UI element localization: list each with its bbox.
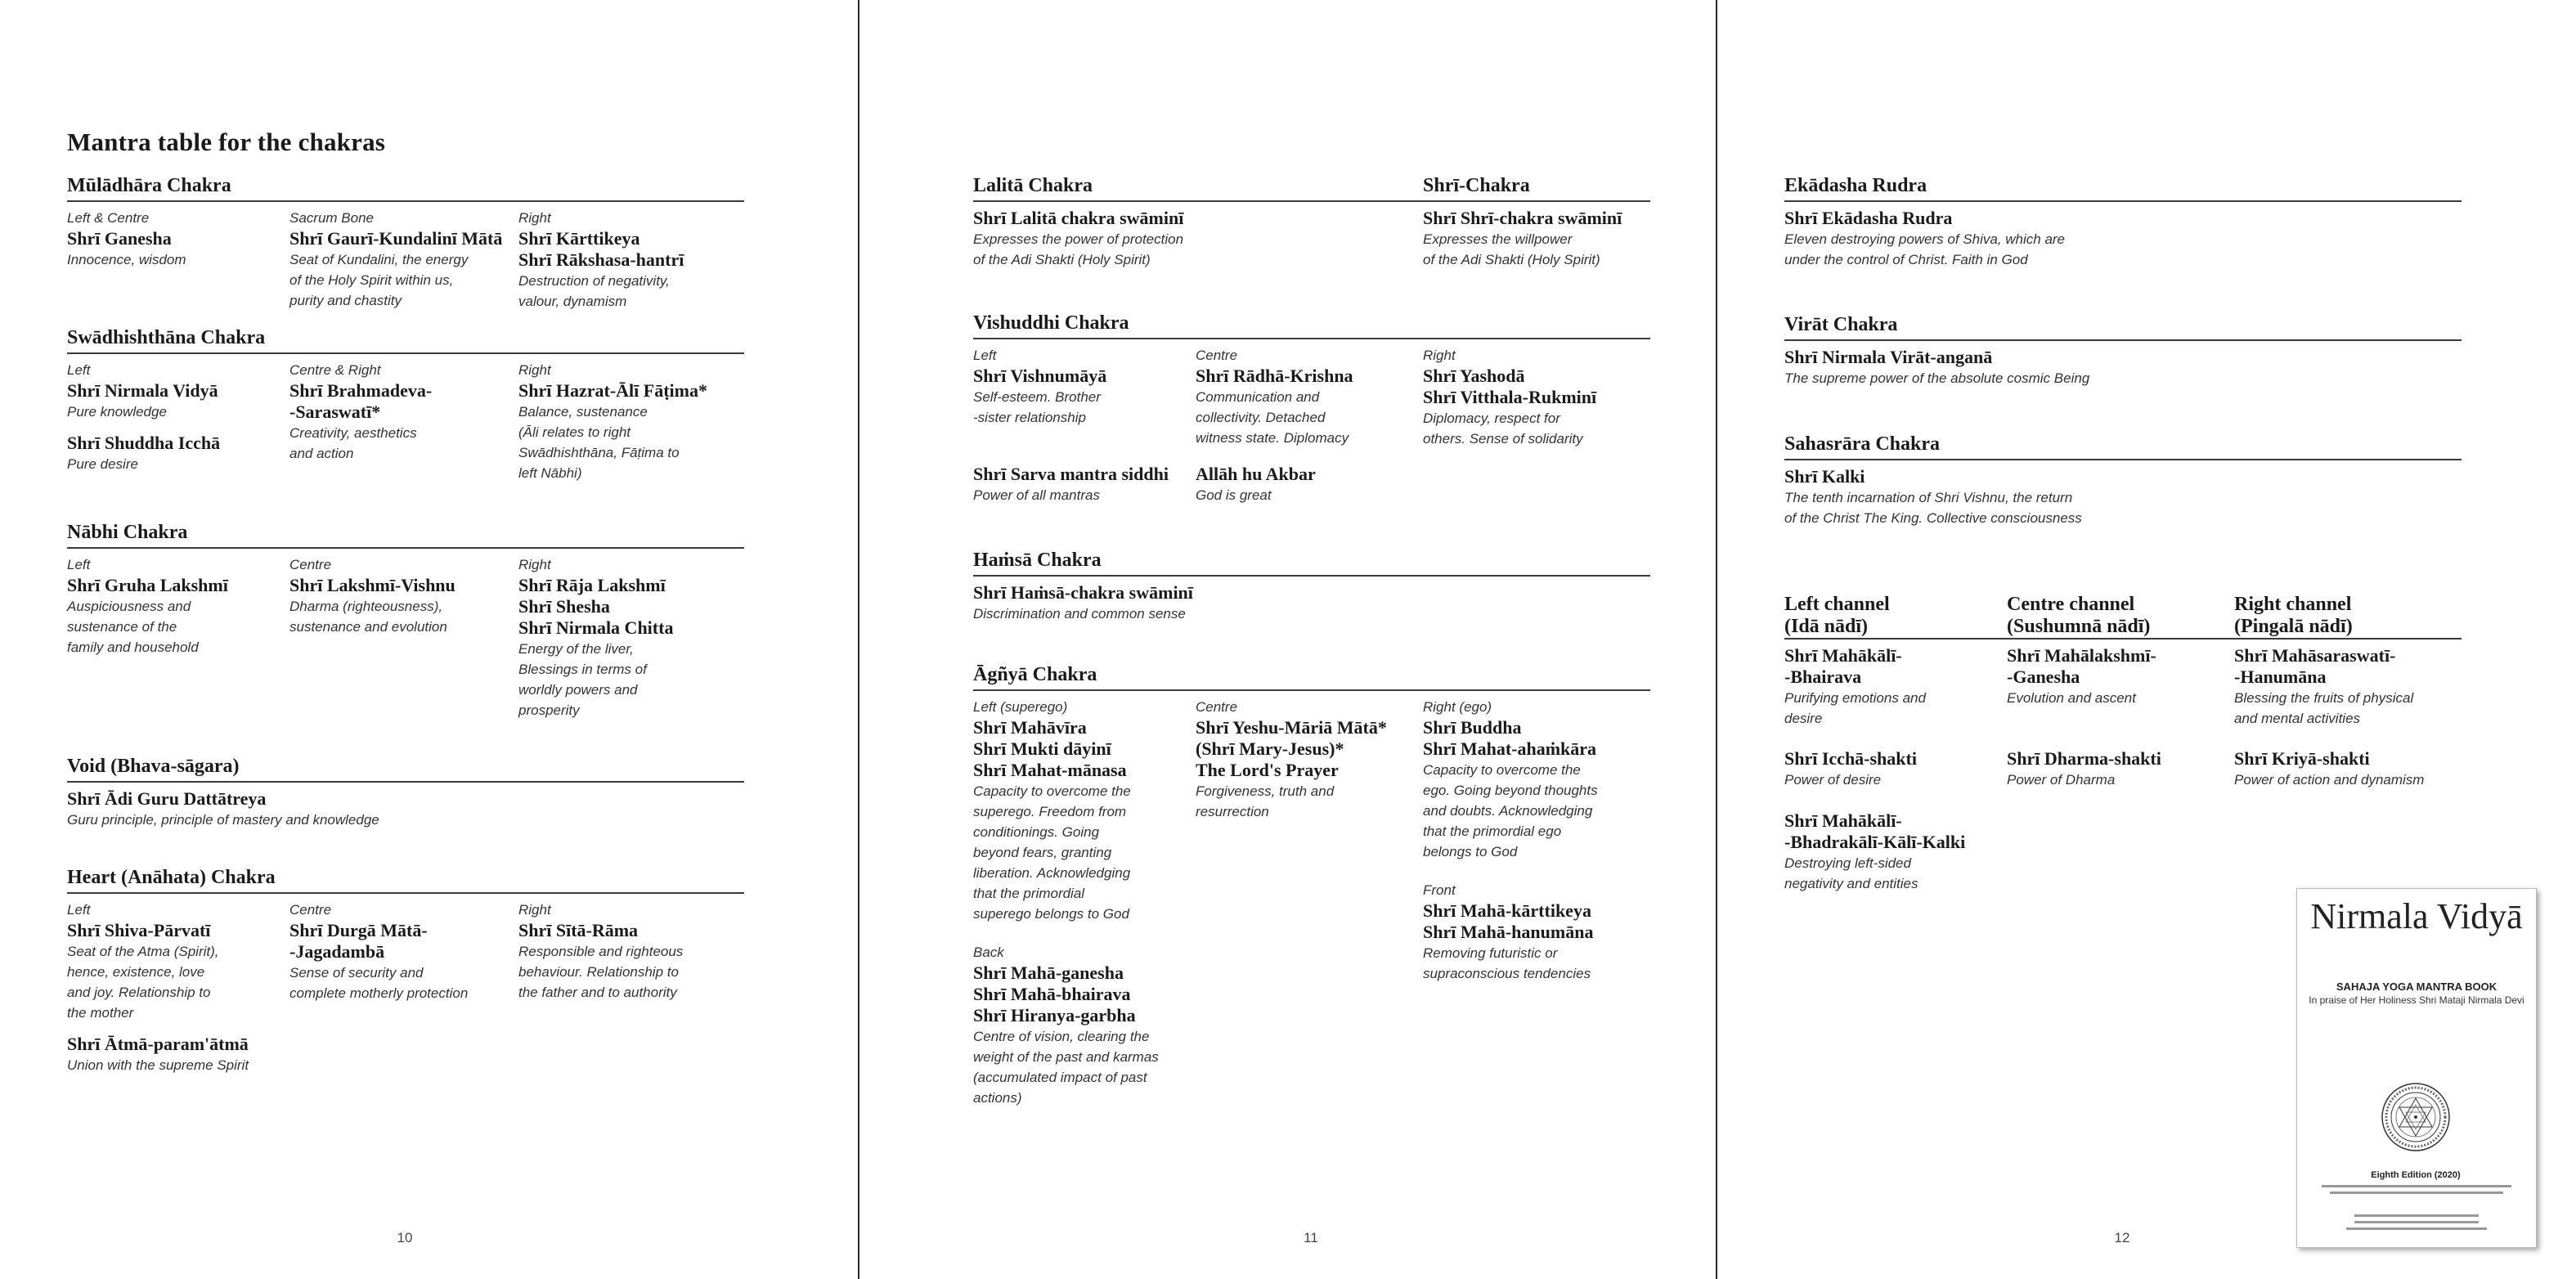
entry-desc: prosperity <box>518 702 580 718</box>
book-tagline: In praise of Her Holiness Shri Mataji Nirmala Devi <box>2309 994 2524 1006</box>
entry-desc: Pure knowledge <box>67 404 167 420</box>
mantra-name: Shrī Ekādasha Rudra <box>1784 208 1953 228</box>
entry-desc: that the primordial <box>973 886 1085 901</box>
mantra-name: Shrī Ādi Guru Dattātreya <box>67 788 267 809</box>
entry-desc: The supreme power of the absolute cosmic Being <box>1784 370 2090 386</box>
section-lalita <box>973 173 1423 273</box>
page-title: Mantra table for the chakras <box>67 128 386 156</box>
entry-desc: Purifying emotions and <box>1784 690 1926 706</box>
entry <box>1423 345 1596 449</box>
entry-label: Right <box>1423 348 1456 363</box>
mantra-name: Shrī Haṁsā-chakra swāminī <box>973 582 1193 603</box>
entry-desc: Responsible and righteous <box>518 944 684 959</box>
mantra-name: Shrī Mahat-ahaṁkāra <box>1423 738 1597 759</box>
section-void <box>67 754 744 837</box>
mantra-name: Shrī Mahā-bhairava <box>973 984 1131 1004</box>
section-agnya <box>973 662 1650 1122</box>
entry-desc: Guru principle, principle of mastery and knowledge <box>67 812 379 828</box>
mantra-name: Shrī Mahā-hanumāna <box>1423 922 1594 942</box>
entry-desc: Swādhishthāna, Fāṭima to <box>518 445 680 460</box>
entry-desc: superego belongs to God <box>973 906 1129 922</box>
mantra-name: Shrī Buddha <box>1423 717 1522 738</box>
entry-row <box>973 697 1650 1122</box>
mantra-name: Allāh hu Akbar <box>1196 464 1316 484</box>
entry <box>67 360 218 422</box>
entry-row <box>973 582 1650 631</box>
entry-desc: valour, dynamism <box>518 294 627 309</box>
entry <box>1423 208 1622 270</box>
section-shri-chakra <box>1423 173 1650 273</box>
mantra-name: (Shrī Mary-Jesus)* <box>1196 738 1344 759</box>
mantra-name: Shrī Gaurī-Kundalinī Mātā <box>289 228 503 249</box>
channel-header-right <box>2234 594 2353 638</box>
entry-label: Left <box>67 362 91 378</box>
entry-row <box>973 208 1423 273</box>
section-heart <box>67 865 744 1088</box>
entry-desc: God is great <box>1196 487 1272 503</box>
entry <box>289 900 468 1003</box>
entry-desc: Power of desire <box>1784 772 1882 788</box>
entry <box>1196 464 1316 505</box>
mantra-name: Shrī Lalitā chakra swāminī <box>973 208 1184 228</box>
mantra-name: Shrī Mahākālī- <box>1784 645 1902 666</box>
mantra-name: Shrī Sarva mantra siddhi <box>973 464 1169 484</box>
section-sahasrara <box>1784 432 2462 532</box>
fine-print-line <box>2354 1214 2479 1217</box>
channel-title: Left channel <box>1784 594 1890 615</box>
entry-desc: collectivity. Detached <box>1196 410 1326 425</box>
entry-desc: of the Christ The King. Collective consciousness <box>1784 510 2082 526</box>
mantra-name: Shrī Hiranya-garbha <box>973 1005 1136 1025</box>
section-heading: Swādhishthāna Chakra <box>67 325 744 354</box>
entry-desc: Centre of vision, clearing the <box>973 1029 1150 1044</box>
mantra-name: -Hanumāna <box>2234 666 2327 687</box>
entry-desc: sustenance and evolution <box>289 619 447 635</box>
entry-desc: Seat of the Atma (Spirit), <box>67 944 219 959</box>
section-heading: Ekādasha Rudra <box>1784 173 2462 202</box>
mantra-name: -Bhairava <box>1784 666 1862 687</box>
entry <box>1784 347 2089 388</box>
entry-desc: of the Adi Shakti (Holy Spirit) <box>1423 252 1600 267</box>
entry-desc: of the Adi Shakti (Holy Spirit) <box>973 252 1151 267</box>
entry <box>1784 466 2082 528</box>
entry-desc: purity and chastity <box>289 293 402 308</box>
book-title: Nirmala Vidyā <box>2310 896 2523 936</box>
entry-desc: The tenth incarnation of Shri Vishnu, the return <box>1784 490 2073 505</box>
mantra-name: Shrī Rāja Lakshmī <box>518 575 666 595</box>
entry-desc: Blessing the fruits of physical <box>2234 690 2414 706</box>
mantra-name: Shrī Hazrat-Ālī Fāṭima* <box>518 380 707 401</box>
mantra-name: -Ganesha <box>2007 666 2080 687</box>
entry-label: Front <box>1423 882 1456 898</box>
mantra-name: Shrī Dharma-shakti <box>2007 748 2161 769</box>
entry-label: Left (superego) <box>973 699 1068 715</box>
entry-row <box>67 360 744 482</box>
fine-print-line <box>2354 1221 2479 1223</box>
section-heading: Vishuddhi Chakra <box>973 311 1650 339</box>
mantra-name: Shrī Rākshasa-hantrī <box>518 249 684 270</box>
fine-print-line <box>2322 1185 2511 1187</box>
entry <box>67 433 220 474</box>
entry-desc: and mental activities <box>2234 711 2361 726</box>
entry-desc: left Nābhi) <box>518 465 582 481</box>
mantra-name: Shrī Mahākālī- <box>1784 810 1902 831</box>
entry-row <box>67 900 744 1088</box>
entry-desc: Communication and <box>1196 389 1320 405</box>
entry-desc: Balance, sustenance <box>518 404 648 420</box>
entry-desc: Destroying left-sided <box>1784 855 1911 871</box>
entry-desc: (Āli relates to right <box>518 424 631 440</box>
entry-row <box>1784 208 2462 273</box>
entry-desc: ego. Going beyond thoughts <box>1423 783 1598 798</box>
entry <box>2234 645 2413 729</box>
entry <box>67 208 186 270</box>
mantra-name: Shrī Yashodā <box>1423 366 1525 386</box>
entry-desc: Expresses the power of protection <box>973 231 1184 247</box>
entry-row <box>67 554 744 743</box>
channel-subtitle: (Sushumnā nādī) <box>2007 616 2151 637</box>
section-heading: Āgñyā Chakra <box>973 662 1650 691</box>
mantra-name: -Saraswatī* <box>289 402 381 422</box>
entry-desc: Self-esteem. Brother <box>973 389 1101 405</box>
mantra-name: Shrī Shiva-Pārvatī <box>67 920 211 940</box>
entry-desc: sustenance of the <box>67 619 177 635</box>
fine-print-line <box>2330 1191 2503 1194</box>
channel-subtitle: (Idā nādī) <box>1784 616 1869 637</box>
entry-desc: conditionings. Going <box>973 824 1100 840</box>
entry-desc: -sister relationship <box>973 410 1086 425</box>
entry-desc: Removing futuristic or <box>1423 945 1558 961</box>
entry-desc: Pure desire <box>67 456 138 472</box>
entry-desc: of the Holy Spirit within us, <box>289 272 454 288</box>
entry-desc: Destruction of negativity, <box>518 273 670 289</box>
entry-desc: Discrimination and common sense <box>973 606 1186 622</box>
entry <box>973 208 1183 270</box>
entry <box>1196 345 1353 448</box>
mantra-name: -Bhadrakālī-Kālī-Kalki <box>1784 832 1966 852</box>
section-ekadasha <box>1784 173 2462 273</box>
mantra-name: Shrī Ganesha <box>67 228 172 249</box>
mantra-name: Shrī Durgā Mātā- <box>289 920 428 940</box>
entry-label: Sacrum Bone <box>289 210 374 226</box>
entry-label: Centre <box>289 557 332 572</box>
entry-desc: Blessings in terms of <box>518 662 647 677</box>
entry-row <box>1784 466 2462 532</box>
mantra-name: Shrī Kalki <box>1784 466 1865 487</box>
entry-desc: negativity and entities <box>1784 876 1919 891</box>
entry-desc: Sense of security and <box>289 965 424 981</box>
mantra-name: Shrī Shesha <box>518 596 610 617</box>
mantra-name: Shrī Mahā-ganesha <box>973 963 1124 983</box>
book-subtitle: SAHAJA YOGA MANTRA BOOK <box>2336 981 2497 993</box>
entry <box>973 582 1193 624</box>
entry-desc: Capacity to overcome the <box>973 783 1131 799</box>
page-number: 10 <box>397 1230 413 1245</box>
mantra-name: Shrī Brahmadeva- <box>289 380 433 401</box>
entry-row <box>67 208 744 330</box>
entry-label: Left <box>67 902 91 918</box>
fine-print-line <box>2346 1227 2487 1230</box>
section-heading: Heart (Anāhata) Chakra <box>67 865 744 894</box>
mantra-name: Shrī Yeshu-Māriā Mātā* <box>1196 717 1387 738</box>
entry-label: Centre <box>1196 699 1238 715</box>
entry-desc: Capacity to overcome the <box>1423 762 1581 778</box>
entry-desc: Eleven destroying powers of Shiva, which are <box>1784 231 2066 247</box>
mantra-name: Shrī Mahā-kārttikeya <box>1423 900 1591 921</box>
section-swadhishthana <box>67 325 744 482</box>
entry <box>67 1034 249 1075</box>
entry <box>67 900 219 1023</box>
page-number: 12 <box>2114 1230 2130 1245</box>
mantra-name: Shrī Lakshmī-Vishnu <box>289 575 456 595</box>
mantra-name: Shrī Kārttikeya <box>518 228 640 249</box>
entry-desc: under the control of Christ. Faith in God <box>1784 252 2028 267</box>
entry-desc: worldly powers and <box>518 682 638 698</box>
entry-label: Left <box>67 557 91 572</box>
entry-label: Right <box>518 557 551 572</box>
entry-desc: witness state. Diplomacy <box>1196 430 1349 446</box>
entry-row <box>1423 208 1650 273</box>
entry <box>518 208 684 312</box>
entry <box>1784 208 2065 270</box>
entry-desc: Creativity, aesthetics <box>289 425 417 441</box>
entry-desc: and joy. Relationship to <box>67 985 211 1000</box>
book-edition: Eighth Edition (2020) <box>2371 1170 2461 1180</box>
entry-desc: Power of action and dynamism <box>2234 772 2425 788</box>
mantra-name: Shrī Vishnumāyā <box>973 366 1107 386</box>
entry-label: Centre <box>289 902 332 918</box>
mantra-name: The Lord's Prayer <box>1196 760 1339 780</box>
entry-desc: Union with the supreme Spirit <box>67 1057 249 1073</box>
mantra-name: Shrī Sītā-Rāma <box>518 920 639 940</box>
entry <box>2234 748 2424 790</box>
mantra-name: Shrī Nirmala Virāt-anganā <box>1784 347 1993 367</box>
entry-desc: Auspiciousness and <box>67 599 191 614</box>
entry <box>2007 645 2156 708</box>
entry-label: Right <box>518 210 551 226</box>
channel-subtitle: (Pingalā nādī) <box>2234 616 2353 637</box>
section-nabhi <box>67 520 744 743</box>
mantra-name: Shrī Kriyā-shakti <box>2234 748 2370 769</box>
entry-desc: Expresses the willpower <box>1423 231 1573 247</box>
entry <box>1784 810 1965 894</box>
mantra-name: Shrī Rādhā-Krishna <box>1196 366 1353 386</box>
entry-desc: Power of Dharma <box>2007 772 2116 788</box>
section-heading: Shrī-Chakra <box>1423 173 1650 202</box>
entry-desc: supraconscious tendencies <box>1423 966 1591 981</box>
entry <box>518 900 683 1003</box>
entry-desc: and action <box>289 446 354 461</box>
entry-desc: Innocence, wisdom <box>67 252 186 267</box>
entry-desc: superego. Freedom from <box>973 804 1127 819</box>
section-heading: Lalitā Chakra <box>973 173 1423 202</box>
mantra-name: Shrī Icchā-shakti <box>1784 748 1917 769</box>
section-heading: Haṁsā Chakra <box>973 548 1650 577</box>
mantra-name: Shrī Shrī-chakra swāminī <box>1423 208 1622 228</box>
entry <box>973 942 1159 1108</box>
entry-desc: that the primordial ego <box>1423 823 1562 839</box>
entry-desc: the mother <box>67 1005 134 1021</box>
entry-desc: complete motherly protection <box>289 985 469 1001</box>
entry-desc: Seat of Kundalini, the energy <box>289 252 469 267</box>
entry <box>973 464 1169 505</box>
entry-desc: family and household <box>67 640 199 655</box>
entry-desc: resurrection <box>1196 804 1269 819</box>
mantra-name: Shrī Vitthala-Rukminī <box>1423 387 1597 407</box>
entry <box>1196 697 1387 822</box>
entry-desc: Forgiveness, truth and <box>1196 783 1335 799</box>
entry-desc: desire <box>1784 711 1823 726</box>
entry-desc: behaviour. Relationship to <box>518 964 679 980</box>
entry-desc: hence, existence, love <box>67 964 205 980</box>
entry-desc: others. Sense of solidarity <box>1423 431 1583 447</box>
entry-desc: the father and to authority <box>518 985 677 1000</box>
mantra-name: Shrī Shuddha Icchā <box>67 433 221 453</box>
channel-title: Right channel <box>2234 594 2352 615</box>
entry <box>289 208 502 311</box>
entry-desc: (accumulated impact of past <box>973 1070 1147 1085</box>
entry-row <box>1784 645 2462 915</box>
section-muladhara <box>67 173 744 330</box>
entry-row <box>67 788 744 837</box>
channel-header-left <box>1784 594 1890 638</box>
mantra-name: Shrī Mahāvīra <box>973 717 1087 738</box>
channel-header-centre <box>2007 594 2150 638</box>
section-heading: Nābhi Chakra <box>67 520 744 549</box>
section-virat <box>1784 312 2462 396</box>
entry-desc: Diplomacy, respect for <box>1423 411 1560 426</box>
mantra-name: Shrī Mahat-mānasa <box>973 760 1127 780</box>
entry <box>973 345 1106 428</box>
entry-desc: Energy of the liver, <box>518 641 634 657</box>
entry <box>973 697 1131 924</box>
entry <box>67 788 379 830</box>
mantra-name: Shrī Mukti dāyinī <box>973 738 1111 759</box>
entry-row <box>1784 347 2462 396</box>
mantra-name: -Jagadambā <box>289 941 385 962</box>
section-heading: Mūlādhāra Chakra <box>67 173 744 202</box>
entry-label: Right <box>518 902 551 918</box>
entry-desc: actions) <box>973 1090 1022 1106</box>
entry <box>518 554 673 720</box>
section-hamsa <box>973 548 1650 631</box>
channel-header-row <box>1784 590 2462 640</box>
entry <box>2007 748 2161 790</box>
entry-desc: beyond fears, granting <box>973 845 1112 860</box>
channel-title: Centre channel <box>2007 594 2135 615</box>
section-heading: Void (Bhava-sāgara) <box>67 754 744 783</box>
mantra-name: Shrī Mahālakshmī- <box>2007 645 2156 666</box>
mantra-name: Shrī Gruha Lakshmī <box>67 575 228 595</box>
section-heading: Sahasrāra Chakra <box>1784 432 2462 460</box>
entry-desc: Power of all mantras <box>973 487 1100 503</box>
entry <box>1423 880 1593 984</box>
entry-desc: liberation. Acknowledging <box>973 865 1131 881</box>
entry <box>1784 748 1917 790</box>
sahaja-yoga-emblem-icon <box>2381 1082 2451 1152</box>
page-number: 11 <box>1304 1230 1318 1245</box>
entry <box>67 554 228 657</box>
section-heading: Virāt Chakra <box>1784 312 2462 341</box>
mantra-name: Shrī Nirmala Chitta <box>518 617 674 638</box>
section-channels <box>1784 590 2462 915</box>
entry-desc: Evolution and ascent <box>2007 690 2136 706</box>
entry-label: Centre & Right <box>289 362 381 378</box>
entry-label: Left & Centre <box>67 210 150 226</box>
entry <box>289 360 432 464</box>
mantra-name: Shrī Nirmala Vidyā <box>67 380 218 401</box>
entry-desc: belongs to God <box>1423 844 1518 859</box>
book-cover-thumbnail <box>2296 888 2537 1248</box>
entry <box>518 360 707 483</box>
entry-label: Right (ego) <box>1423 699 1492 715</box>
entry-label: Back <box>973 945 1004 960</box>
entry-row <box>973 345 1650 517</box>
entry <box>1423 697 1598 862</box>
mantra-name: Shrī Mahāsaraswatī- <box>2234 645 2396 666</box>
entry-desc: weight of the past and karmas <box>973 1049 1159 1065</box>
entry-label: Left <box>973 348 997 363</box>
entry-desc: Dharma (righteousness), <box>289 599 443 614</box>
entry-desc: and doubts. Acknowledging <box>1423 803 1593 819</box>
entry-label: Centre <box>1196 348 1238 363</box>
section-vishuddhi <box>973 311 1650 517</box>
entry <box>1784 645 1926 729</box>
entry-label: Right <box>518 362 551 378</box>
page-11 <box>859 0 1717 1279</box>
page-10 <box>0 0 859 1279</box>
mantra-name: Shrī Ātmā-param'ātmā <box>67 1034 249 1054</box>
entry <box>289 554 456 637</box>
